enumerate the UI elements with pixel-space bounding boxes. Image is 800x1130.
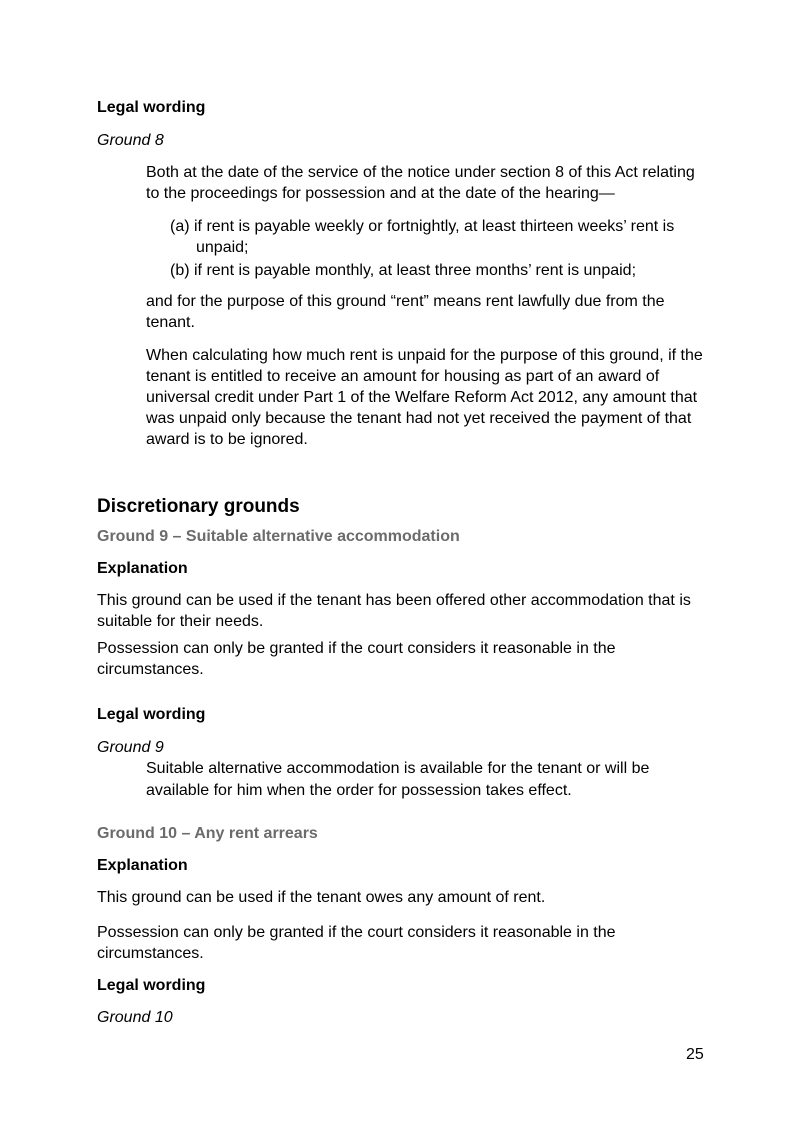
explanation-heading: Explanation bbox=[97, 857, 188, 874]
ground-9-explanation-p1: This ground can be used if the tenant has been offered other accommodation that is suitable for their needs. bbox=[97, 592, 691, 630]
ground-10-label: Ground 10 bbox=[97, 1009, 173, 1026]
ground-9-label: Ground 9 bbox=[97, 739, 164, 756]
legal-wording-heading: Legal wording bbox=[97, 977, 206, 994]
legal-wording-heading: Legal wording bbox=[97, 99, 206, 116]
list-item: (a) if rent is payable weekly or fortnightly, at least thirteen weeks’ rent is unpaid; bbox=[170, 218, 675, 256]
page-number: 25 bbox=[686, 1046, 704, 1063]
ground-9-explanation-p2: Possession can only be granted if the court considers it reasonable in the circumstances. bbox=[97, 640, 616, 678]
ground-10-explanation-p2: Possession can only be granted if the court considers it reasonable in the circumstances. bbox=[97, 924, 616, 962]
ground-8-label: Ground 8 bbox=[97, 132, 164, 149]
explanation-heading: Explanation bbox=[97, 560, 188, 577]
legal-wording-heading: Legal wording bbox=[97, 706, 206, 723]
ground-10-title: Ground 10 – Any rent arrears bbox=[97, 825, 318, 842]
ground-10-explanation-p1: This ground can be used if the tenant owes any amount of rent. bbox=[97, 889, 546, 906]
list-item: (b) if rent is payable monthly, at least three months’ rent is unpaid; bbox=[170, 262, 637, 279]
section-title: Discretionary grounds bbox=[97, 496, 300, 517]
ground-9-legal-text: Suitable alternative accommodation is available for the tenant or will be available for him when the order for possession takes effect. bbox=[146, 760, 650, 799]
ground-8-intro: Both at the date of the service of the notice under section 8 of this Act relating to the proceedings for possession and at the date of the hearing— bbox=[146, 164, 695, 202]
rent-definition: and for the purpose of this ground “rent” means rent lawfully due from the tenant. bbox=[146, 293, 665, 331]
rent-calculation-note: When calculating how much rent is unpaid for the purpose of this ground, if the tenant is entitled to receive an amount for housing as part of an award of universal credit under Part 1 of the Welfare Reform Act 2012, any amount that was unpaid only because the tenant had not yet received the payment of that award is to be ignored. bbox=[146, 347, 703, 448]
ground-9-title: Ground 9 – Suitable alternative accommodation bbox=[97, 528, 460, 545]
ground-8-conditions-list bbox=[170, 216, 700, 283]
